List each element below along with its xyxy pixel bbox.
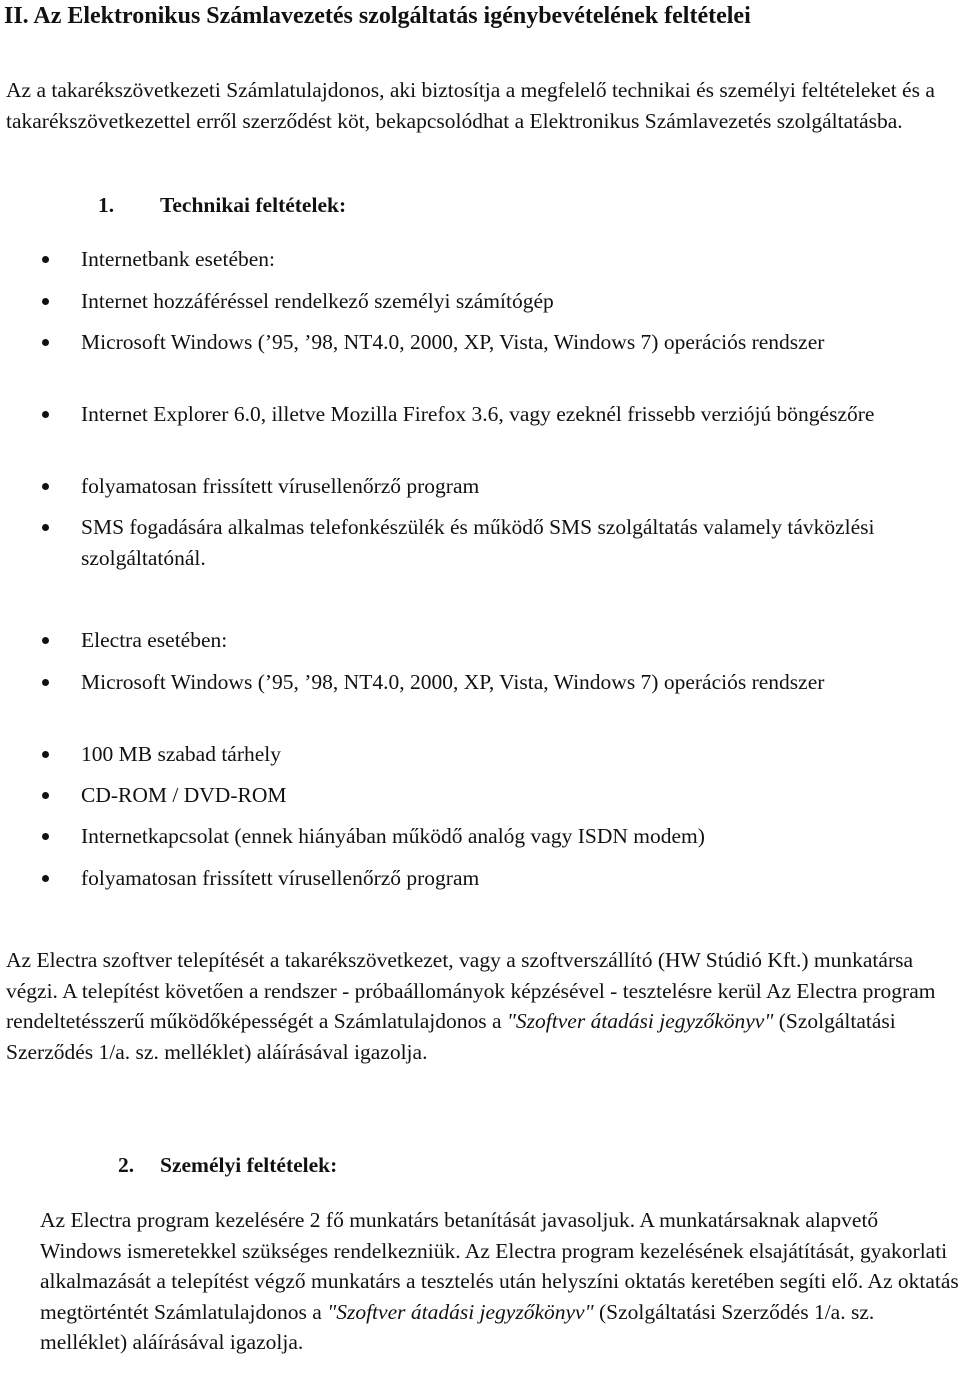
bullet-icon [42, 679, 49, 686]
section-1-number: 1. [98, 193, 115, 217]
bullet-icon [42, 298, 49, 305]
bullet-icon [42, 792, 49, 799]
protocol-name: "Szoftver átadási jegyzőkönyv" [327, 1299, 594, 1324]
section-2-number: 2. [118, 1153, 135, 1177]
intro-paragraph: Az a takarékszövetkezeti Számlatulajdonos, aki biztosítja a megfelelő technikai és személyi feltételeket és a takarékszövetkezettel erről szerződést köt, bekapcsolódhat a Elektronikus Számlavezetés szolgáltatásba. [6, 78, 935, 133]
section-2-heading [118, 1150, 337, 1180]
section-1-title: Technikai feltételek: [160, 193, 347, 217]
installation-paragraph: Az Electra szoftver telepítését a takarékszövetkezet, vagy a szoftverszállító (HW Stúdió Kft.) munkatársa végzi. A telepítést követően a rendszer - próbaállományok képzésével - tesztelésre kerül Az Electra program rendeltetésszerű működőképességét a Számlatulajdonos a "Szoftver átadási jegyzőkönyv" (Szolgáltatási Szerződés 1/a. sz. melléklet) aláírásával igazolja. [6, 948, 936, 1064]
bullet-icon [42, 524, 49, 531]
bullet-icon [42, 411, 49, 418]
bullet-icon [42, 875, 49, 882]
protocol-name: "Szoftver átadási jegyzőkönyv" [506, 1009, 774, 1033]
bullet-icon [42, 751, 49, 758]
section-1-heading [98, 190, 346, 220]
bullet-icon [42, 339, 49, 346]
page-title: II. Az Elektronikus Számlavezetés szolgáltatás igénybevételének feltételei [4, 3, 751, 29]
bullet-icon [42, 637, 49, 644]
bullet-icon [42, 256, 49, 263]
section-2-title: Személyi feltételek: [160, 1153, 338, 1177]
bullet-icon [42, 483, 49, 490]
personnel-paragraph: Az Electra program kezelésére 2 fő munkatárs betanítását javasoljuk. A munkatársaknak alapvető Windows ismeretekkel szükséges rendelkezniük. Az Electra program kezelésének elsajátítását, gyakorlati alkalmazását a telepítést végző munkatárs a tesztelés után helyszíni oktatás keretében segíti elő. Az oktatás megtörténtét Számlatulajdonos a "Szoftver átadási jegyzőkönyv" (Szolgáltatási Szerződés 1/a. sz. melléklet) aláírásával igazolja. [40, 1208, 959, 1354]
bullet-icon [42, 833, 49, 840]
